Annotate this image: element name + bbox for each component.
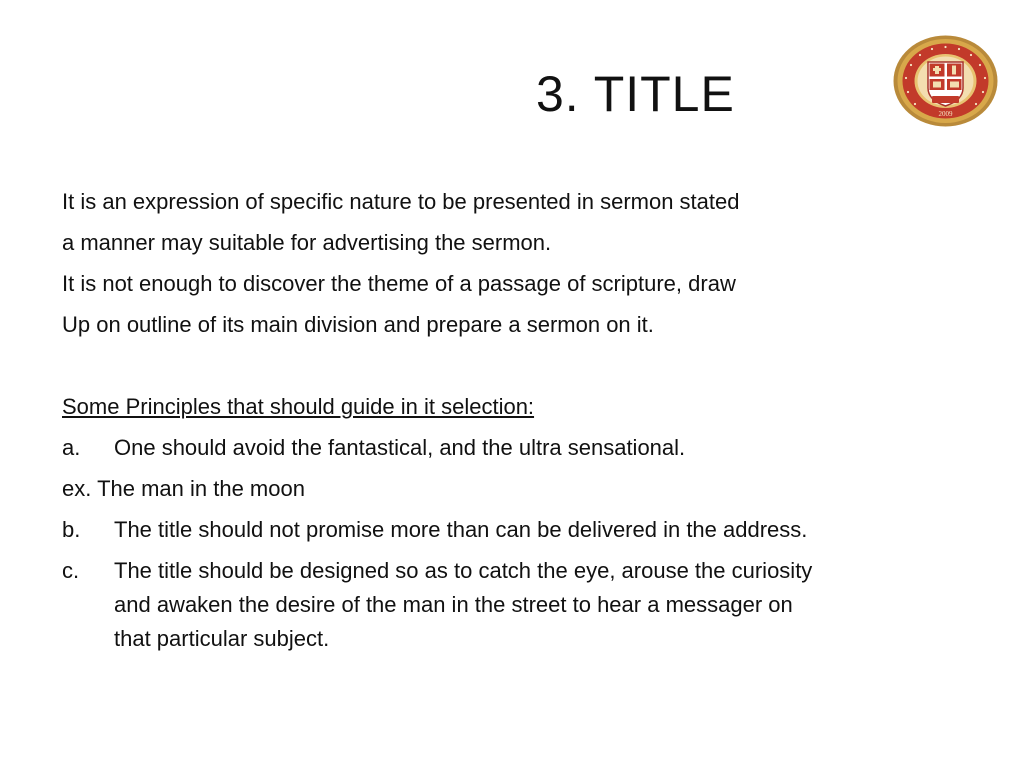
intro-line-1: It is an expression of specific nature to be presented in sermon stated — [62, 189, 740, 214]
intro-line-2: a manner may suitable for advertising the sermon. — [62, 230, 552, 255]
list-text-c-line-1: The title should be designed so as to catch the eye, arouse the curiosity — [114, 558, 813, 583]
list-text-a: One should avoid the fantastical, and the ultra sensational. — [114, 435, 686, 460]
list-text-b: The title should not promise more than can be delivered in the address. — [114, 517, 808, 542]
list-marker-b: b. — [62, 517, 81, 542]
list-marker-a: a. — [62, 435, 81, 460]
list-text-c-line-2: and awaken the desire of the man in the street to hear a messager on — [114, 592, 793, 617]
principles-heading: Some Principles that should guide in it selection: — [62, 394, 535, 419]
slide-title: 3. TITLE — [536, 66, 735, 122]
list-marker-c: c. — [62, 558, 80, 583]
list-text-c-line-3: that particular subject. — [114, 626, 330, 651]
intro-line-4: Up on outline of its main division and prepare a sermon on it. — [62, 312, 654, 337]
intro-line-3: It is not enough to discover the theme of a passage of scripture, draw — [62, 271, 736, 296]
example-line: ex. The man in the moon — [62, 476, 305, 501]
college-seal-logo — [892, 34, 999, 128]
seal-year-text: 2009 — [938, 110, 953, 118]
college-seal-icon — [892, 34, 999, 128]
